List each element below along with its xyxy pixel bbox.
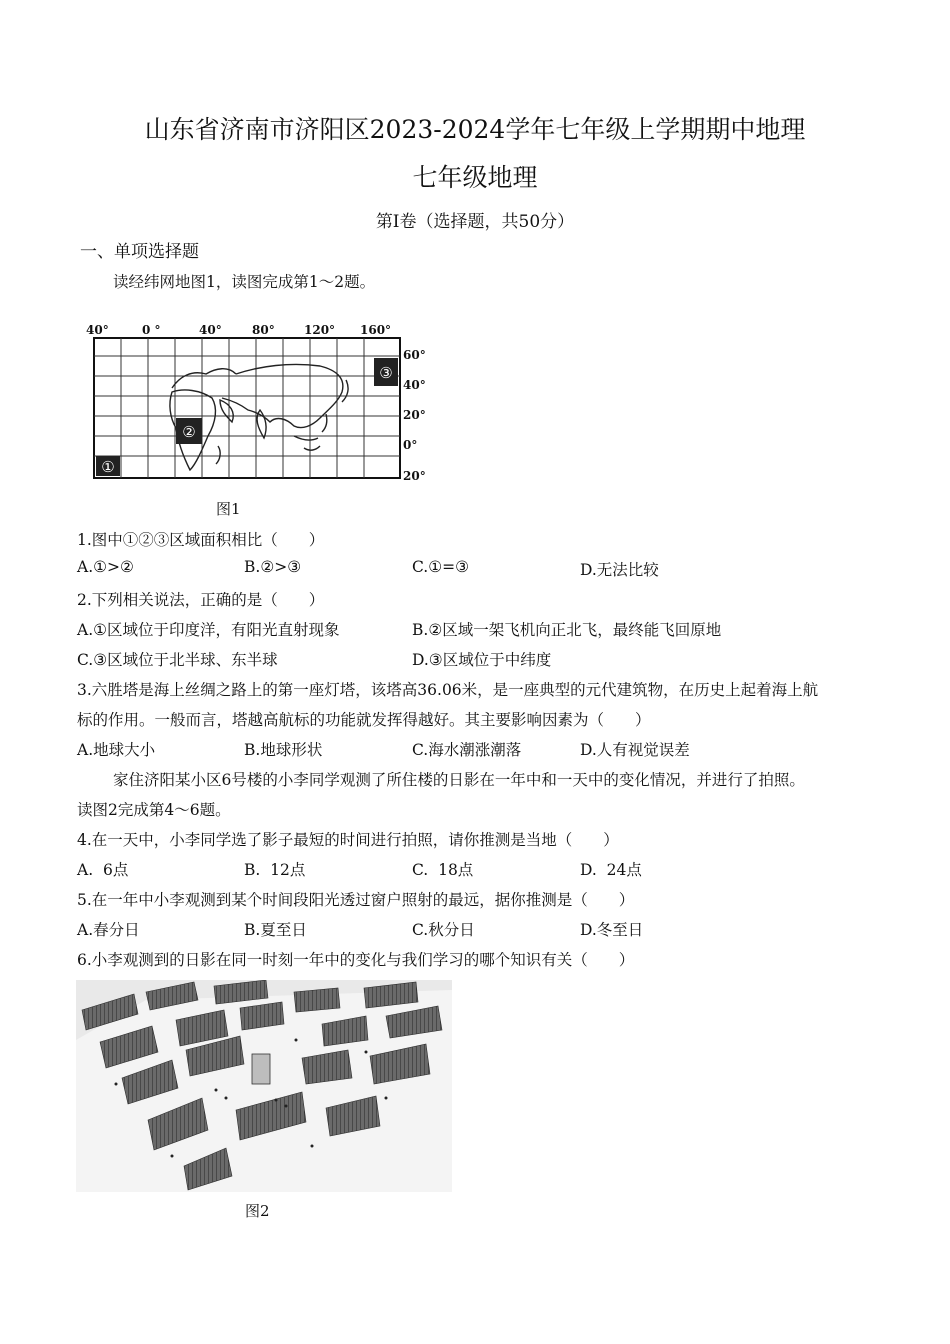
q3-option-b: B.地球形状 (244, 741, 323, 759)
document-subtitle: 七年级地理 (412, 163, 538, 192)
q3-option-d: D.人有视觉误差 (580, 741, 690, 759)
q2-option-a: A.①区域位于印度洋，有阳光直射现象 (77, 621, 340, 639)
q3-option-c: C.海水潮涨潮落 (412, 741, 522, 759)
q1-option-d: D.无法比较 (580, 561, 659, 579)
q1-option-a: A.①>② (77, 558, 134, 576)
lon-label: 40° (86, 323, 109, 337)
building-no-6 (252, 1054, 270, 1084)
lat-label: 20° (403, 408, 426, 422)
figure-2-caption: 图2 (245, 1202, 270, 1220)
lat-label: 60° (403, 348, 426, 362)
intro-text-2-cont: 读图2完成第4～6题。 (77, 801, 231, 819)
q5-option-c: C.秋分日 (412, 921, 475, 939)
lat-label: 40° (403, 378, 426, 392)
q5-option-a: A.春分日 (77, 921, 140, 939)
q1-option-b: B.②>③ (244, 558, 302, 576)
q4-option-d: D. 24点 (580, 861, 642, 879)
q2-option-b: B.②区域一架飞机向正北飞，最终能飞回原地 (412, 621, 722, 639)
lon-label: 120° (304, 323, 336, 337)
region-3 (374, 358, 398, 386)
question-4-stem: 4.在一天中，小李同学选了影子最短的时间进行拍照，请你推测是当地（ ） (77, 831, 619, 849)
lon-label: 80° (252, 323, 275, 337)
intro-text-2: 家住济阳某小区6号楼的小李同学观测了所住楼的日影在一年中和一天中的变化情况，并进行了拍照。 (113, 771, 805, 789)
figure-1-caption: 图1 (216, 500, 241, 518)
intro-text-1: 读经纬网地图1，读图完成第1～2题。 (113, 273, 376, 291)
q4-option-c: C. 18点 (412, 861, 474, 879)
q3-option-a: A.地球大小 (77, 741, 156, 759)
question-5-stem: 5.在一年中小李观测到某个时间段阳光透过窗户照射的最远，据你推测是（ ） (77, 891, 635, 909)
graticule-map (80, 318, 440, 488)
part-heading: 第Ⅰ卷（选择题，共50分） (375, 212, 575, 232)
q4-option-b: B. 12点 (244, 861, 306, 879)
lon-label: 0 ° (142, 323, 161, 337)
svg-text:③: ③ (379, 364, 393, 382)
question-1-stem: 1.图中①②③区域面积相比（ ） (77, 531, 325, 549)
lon-label: 40° (199, 323, 222, 337)
question-3-stem-cont: 标的作用。一般而言，塔越高航标的功能就发挥得越好。其主要影响因素为（ ） (77, 711, 651, 729)
q5-option-b: B.夏至日 (244, 921, 307, 939)
lat-label: 20° (403, 469, 426, 483)
building (294, 988, 340, 1012)
q1-option-c: C.①=③ (412, 558, 470, 576)
svg-text:①: ① (101, 458, 115, 476)
lat-label: 0° (403, 438, 418, 452)
q5-option-d: D.冬至日 (580, 921, 644, 939)
q2-option-c: C.③区域位于北半球、东半球 (77, 651, 278, 669)
document-title: 山东省济南市济阳区2023-2024学年七年级上学期期中地理 (144, 115, 806, 144)
lon-label: 160° (360, 323, 392, 337)
q2-option-d: D.③区域位于中纬度 (412, 651, 552, 669)
residential-buildings-photo (76, 980, 452, 1192)
question-3-stem: 3.六胜塔是海上丝绸之路上的第一座灯塔，该塔高36.06米，是一座典型的元代建筑物，在历史上起着海上航 (77, 681, 819, 699)
question-6-stem: 6.小李观测到的日影在同一时刻一年中的变化与我们学习的哪个知识有关（ ） (77, 951, 635, 969)
region-1 (96, 456, 120, 476)
question-2-stem: 2.下列相关说法，正确的是（ ） (77, 591, 325, 609)
section-heading: 一、单项选择题 (80, 242, 199, 262)
q4-option-a: A. 6点 (77, 861, 129, 879)
region-2 (176, 418, 202, 444)
svg-text:②: ② (182, 423, 196, 441)
